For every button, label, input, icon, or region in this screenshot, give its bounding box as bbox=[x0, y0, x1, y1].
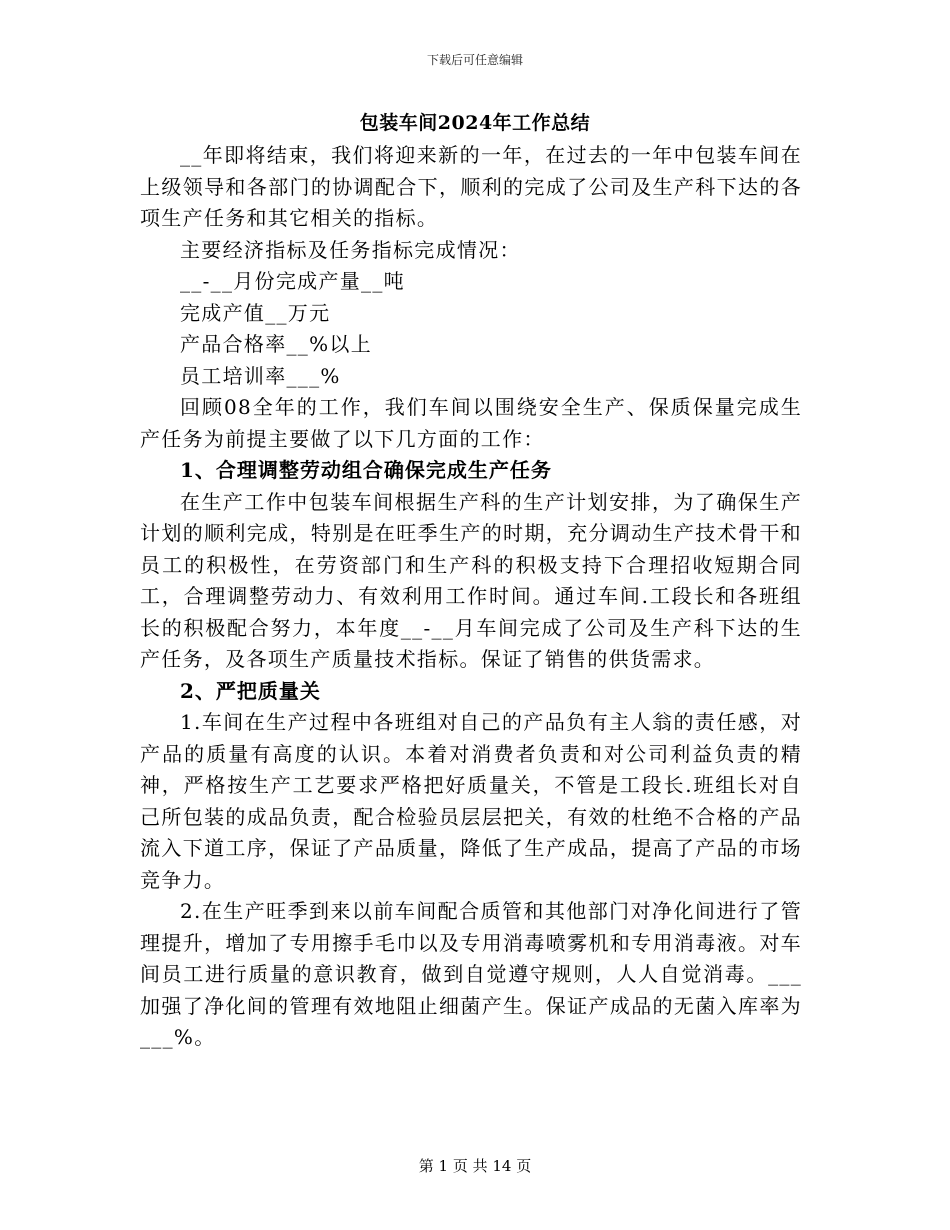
indicator-pass-rate: 产品合格率__%以上 bbox=[180, 332, 373, 356]
document-title: 包装车间2024年工作总结 bbox=[359, 112, 591, 134]
intro-paragraph: __年即将结束，我们将迎来新的一年，在过去的一年中包装车间在上级领导和各部门的协调配合下，顺利的完成了公司及生产科下达的各项生产任务和其它相关的指标。 bbox=[140, 143, 802, 230]
page-number-footer: 第 1 页 共 14 页 bbox=[418, 1157, 532, 1175]
section-2-item-2: 2.在生产旺季到来以前车间配合质管和其他部门对净化间进行了管理提升，增加了专用擦手毛巾以及专用消毒喷雾机和专用消毒液。对车间员工进行质量的意识教育，做到自觉遵守规则，人人自觉消毒。___加强了净化间的管理有效地阻止细菌产生。保证产成品的无菌入库率为___%。 bbox=[140, 899, 802, 1049]
review-paragraph: 回顾08全年的工作，我们车间以围绕安全生产、保质保量完成生产任务为前提主要做了以下几方面的工作： bbox=[140, 395, 802, 451]
document-body bbox=[140, 140, 802, 1054]
section-1-paragraph: 在生产工作中包装车间根据生产科的生产计划安排，为了确保生产计划的顺利完成，特别是在旺季生产的时期，充分调动生产技术骨干和员工的积极性，在劳资部门和生产科的积极支持下合理招收短期合同工，合理调整劳动力、有效利用工作时间。通过车间.工段长和各班组长的积极配合努力，本年度__-__月车间完成了公司及生产科下达的生产任务，及各项生产质量技术指标。保证了销售的供货需求。 bbox=[140, 489, 802, 671]
indicator-value: 完成产值__万元 bbox=[180, 300, 331, 325]
page-header: 下载后可任意编辑 bbox=[426, 53, 523, 67]
section-heading-2: 2、严把质量关 bbox=[180, 678, 321, 703]
indicator-output: __-__月份完成产量__吨 bbox=[180, 269, 405, 293]
section-2-item-1: 1.车间在生产过程中各班组对自己的产品负有主人翁的责任感，对产品的质量有高度的认识。本着对消费者负责和对公司利益负责的精神，严格按生产工艺要求严格把好质量关，不管是工段长.班组长对自己所包装的成品负责，配合检验员层层把关，有效的杜绝不合格的产品流入下道工序，保证了产品质量，降低了生产成品，提高了产品的市场竞争力。 bbox=[140, 710, 802, 892]
indicator-training-rate: 员工培训率___% bbox=[180, 363, 341, 388]
indicators-heading: 主要经济指标及任务指标完成情况： bbox=[180, 237, 521, 262]
section-heading-1: 1、合理调整劳动组合确保完成生产任务 bbox=[180, 458, 552, 482]
